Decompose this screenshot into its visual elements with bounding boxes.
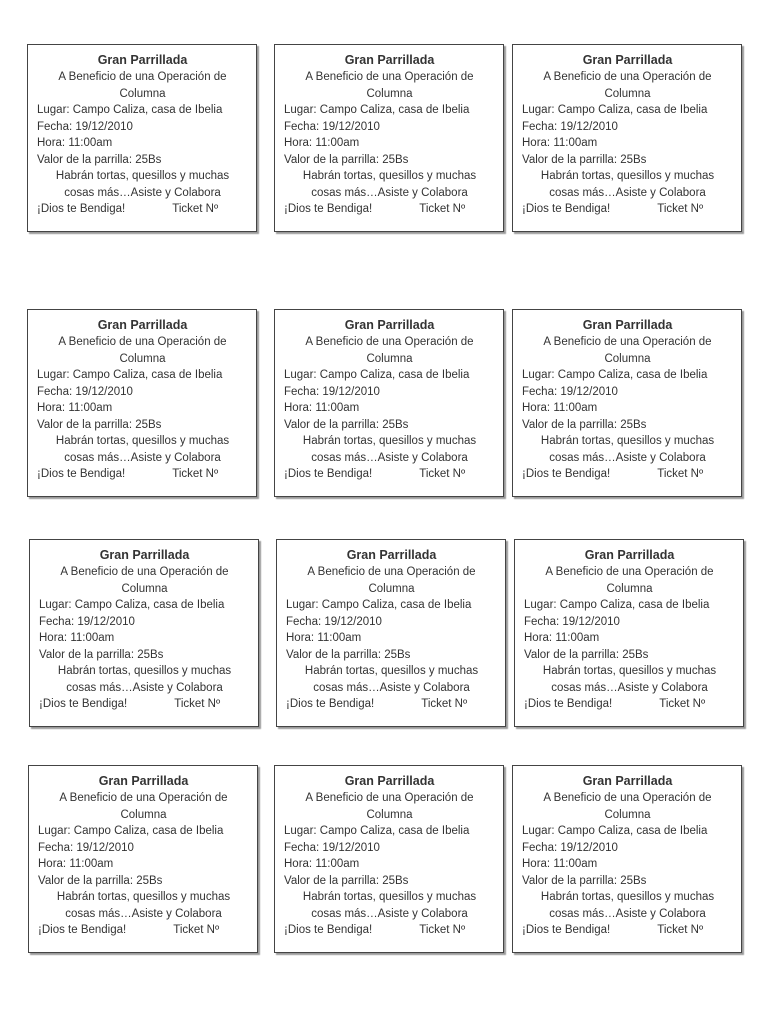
- ticket-place: Lugar: Campo Caliza, casa de Ibelia: [524, 599, 710, 611]
- ticket-place: Lugar: Campo Caliza, casa de Ibelia: [522, 825, 708, 837]
- ticket-promo: Habrán tortas, quesillos y muchas cosas más…Asiste y Colabora: [540, 170, 715, 199]
- ticket-subtitle: A Beneficio de una Operación de Columna: [545, 566, 714, 595]
- ticket-card: [274, 765, 504, 953]
- ticket-promo: Habrán tortas, quesillos y muchas cosas más…Asiste y Colabora: [542, 665, 717, 694]
- ticket-number-label: Ticket Nº: [659, 698, 706, 710]
- ticket-card: [274, 309, 504, 497]
- ticket-footer: [522, 466, 733, 483]
- ticket-promo: Habrán tortas, quesillos y muchas cosas más…Asiste y Colabora: [55, 435, 230, 464]
- ticket-blessing: ¡Dios te Bendiga!: [284, 203, 373, 215]
- ticket-number-label: Ticket Nº: [419, 203, 466, 215]
- ticket-footer: [284, 201, 495, 218]
- ticket-blessing: ¡Dios te Bendiga!: [286, 698, 375, 710]
- ticket-place: Lugar: Campo Caliza, casa de Ibelia: [37, 369, 223, 381]
- ticket-blessing: ¡Dios te Bendiga!: [524, 698, 613, 710]
- ticket-footer: [522, 922, 733, 939]
- ticket-number-label: Ticket Nº: [172, 203, 219, 215]
- ticket-date: Fecha: 19/12/2010: [37, 385, 133, 398]
- ticket-card: [512, 44, 742, 232]
- ticket-subtitle: A Beneficio de una Operación de Columna: [58, 71, 227, 100]
- ticket-subtitle: A Beneficio de una Operación de Columna: [543, 71, 712, 100]
- ticket-card: [512, 765, 742, 953]
- ticket-subtitle: A Beneficio de una Operación de Columna: [307, 566, 476, 595]
- ticket-footer: [37, 466, 248, 483]
- ticket-time: Hora: 11:00am: [522, 402, 598, 414]
- ticket-price: Valor de la parrilla: 25Bs: [284, 153, 409, 166]
- ticket-date: Fecha: 19/12/2010: [284, 385, 380, 398]
- ticket-date: Fecha: 19/12/2010: [524, 615, 620, 628]
- ticket-time: Hora: 11:00am: [286, 632, 362, 644]
- ticket-blessing: ¡Dios te Bendiga!: [38, 924, 127, 936]
- ticket-card: [29, 539, 259, 727]
- ticket-time: Hora: 11:00am: [284, 402, 360, 414]
- ticket-place: Lugar: Campo Caliza, casa de Ibelia: [286, 599, 472, 611]
- ticket-promo: Habrán tortas, quesillos y muchas cosas más…Asiste y Colabora: [57, 665, 232, 694]
- ticket-date: Fecha: 19/12/2010: [522, 120, 618, 133]
- ticket-footer: [524, 696, 735, 713]
- ticket-title: Gran Parrillada: [344, 774, 435, 788]
- ticket-place: Lugar: Campo Caliza, casa de Ibelia: [39, 599, 225, 611]
- ticket-card: [274, 44, 504, 232]
- ticket-promo: Habrán tortas, quesillos y muchas cosas más…Asiste y Colabora: [302, 891, 477, 920]
- ticket-time: Hora: 11:00am: [284, 137, 360, 149]
- ticket-subtitle: A Beneficio de una Operación de Columna: [58, 336, 227, 365]
- ticket-footer: [286, 696, 497, 713]
- ticket-date: Fecha: 19/12/2010: [284, 841, 380, 854]
- ticket-place: Lugar: Campo Caliza, casa de Ibelia: [284, 104, 470, 116]
- ticket-promo: Habrán tortas, quesillos y muchas cosas más…Asiste y Colabora: [302, 435, 477, 464]
- ticket-footer: [37, 201, 248, 218]
- ticket-card: [512, 309, 742, 497]
- ticket-promo: Habrán tortas, quesillos y muchas cosas más…Asiste y Colabora: [540, 891, 715, 920]
- ticket-card: [276, 539, 506, 727]
- ticket-place: Lugar: Campo Caliza, casa de Ibelia: [38, 825, 224, 837]
- ticket-subtitle: A Beneficio de una Operación de Columna: [305, 792, 474, 821]
- ticket-blessing: ¡Dios te Bendiga!: [39, 698, 128, 710]
- ticket-subtitle: A Beneficio de una Operación de Columna: [60, 566, 229, 595]
- ticket-price: Valor de la parrilla: 25Bs: [286, 648, 411, 661]
- ticket-footer: [284, 922, 495, 939]
- ticket-price: Valor de la parrilla: 25Bs: [522, 418, 647, 431]
- ticket-subtitle: A Beneficio de una Operación de Columna: [305, 71, 474, 100]
- ticket-price: Valor de la parrilla: 25Bs: [524, 648, 649, 661]
- ticket-number-label: Ticket Nº: [657, 924, 704, 936]
- ticket-title: Gran Parrillada: [98, 774, 189, 788]
- ticket-number-label: Ticket Nº: [173, 924, 220, 936]
- ticket-date: Fecha: 19/12/2010: [522, 841, 618, 854]
- ticket-price: Valor de la parrilla: 25Bs: [522, 874, 647, 887]
- ticket-date: Fecha: 19/12/2010: [37, 120, 133, 133]
- ticket-title: Gran Parrillada: [582, 774, 673, 788]
- ticket-place: Lugar: Campo Caliza, casa de Ibelia: [37, 104, 223, 116]
- ticket-price: Valor de la parrilla: 25Bs: [522, 153, 647, 166]
- ticket-blessing: ¡Dios te Bendiga!: [522, 924, 611, 936]
- ticket-date: Fecha: 19/12/2010: [522, 385, 618, 398]
- ticket-price: Valor de la parrilla: 25Bs: [38, 874, 163, 887]
- ticket-time: Hora: 11:00am: [284, 858, 360, 870]
- ticket-footer: [39, 696, 250, 713]
- ticket-date: Fecha: 19/12/2010: [284, 120, 380, 133]
- ticket-price: Valor de la parrilla: 25Bs: [284, 874, 409, 887]
- ticket-footer: [522, 201, 733, 218]
- ticket-title: Gran Parrillada: [584, 548, 675, 562]
- ticket-blessing: ¡Dios te Bendiga!: [522, 468, 611, 480]
- ticket-subtitle: A Beneficio de una Operación de Columna: [305, 336, 474, 365]
- ticket-place: Lugar: Campo Caliza, casa de Ibelia: [522, 104, 708, 116]
- ticket-title: Gran Parrillada: [582, 318, 673, 332]
- ticket-place: Lugar: Campo Caliza, casa de Ibelia: [284, 369, 470, 381]
- ticket-number-label: Ticket Nº: [657, 203, 704, 215]
- ticket-date: Fecha: 19/12/2010: [286, 615, 382, 628]
- ticket-number-label: Ticket Nº: [174, 698, 221, 710]
- ticket-title: Gran Parrillada: [582, 53, 673, 67]
- ticket-blessing: ¡Dios te Bendiga!: [37, 203, 126, 215]
- ticket-price: Valor de la parrilla: 25Bs: [37, 418, 162, 431]
- ticket-date: Fecha: 19/12/2010: [38, 841, 134, 854]
- ticket-time: Hora: 11:00am: [37, 402, 113, 414]
- ticket-number-label: Ticket Nº: [657, 468, 704, 480]
- ticket-footer: [284, 466, 495, 483]
- ticket-promo: Habrán tortas, quesillos y muchas cosas más…Asiste y Colabora: [56, 891, 231, 920]
- ticket-time: Hora: 11:00am: [37, 137, 113, 149]
- ticket-title: Gran Parrillada: [344, 53, 435, 67]
- ticket-blessing: ¡Dios te Bendiga!: [522, 203, 611, 215]
- ticket-blessing: ¡Dios te Bendiga!: [284, 468, 373, 480]
- ticket-promo: Habrán tortas, quesillos y muchas cosas más…Asiste y Colabora: [302, 170, 477, 199]
- ticket-title: Gran Parrillada: [97, 53, 188, 67]
- ticket-place: Lugar: Campo Caliza, casa de Ibelia: [284, 825, 470, 837]
- ticket-price: Valor de la parrilla: 25Bs: [284, 418, 409, 431]
- ticket-title: Gran Parrillada: [97, 318, 188, 332]
- ticket-blessing: ¡Dios te Bendiga!: [284, 924, 373, 936]
- ticket-date: Fecha: 19/12/2010: [39, 615, 135, 628]
- ticket-card: [27, 44, 257, 232]
- ticket-card: [28, 765, 258, 953]
- ticket-promo: Habrán tortas, quesillos y muchas cosas más…Asiste y Colabora: [55, 170, 230, 199]
- ticket-promo: Habrán tortas, quesillos y muchas cosas más…Asiste y Colabora: [304, 665, 479, 694]
- ticket-subtitle: A Beneficio de una Operación de Columna: [543, 336, 712, 365]
- ticket-title: Gran Parrillada: [346, 548, 437, 562]
- ticket-subtitle: A Beneficio de una Operación de Columna: [59, 792, 228, 821]
- ticket-promo: Habrán tortas, quesillos y muchas cosas más…Asiste y Colabora: [540, 435, 715, 464]
- ticket-card: [27, 309, 257, 497]
- ticket-footer: [38, 922, 249, 939]
- ticket-price: Valor de la parrilla: 25Bs: [39, 648, 164, 661]
- ticket-price: Valor de la parrilla: 25Bs: [37, 153, 162, 166]
- ticket-blessing: ¡Dios te Bendiga!: [37, 468, 126, 480]
- ticket-card: [514, 539, 744, 727]
- ticket-number-label: Ticket Nº: [419, 924, 466, 936]
- ticket-place: Lugar: Campo Caliza, casa de Ibelia: [522, 369, 708, 381]
- ticket-number-label: Ticket Nº: [172, 468, 219, 480]
- ticket-number-label: Ticket Nº: [421, 698, 468, 710]
- ticket-time: Hora: 11:00am: [522, 858, 598, 870]
- ticket-number-label: Ticket Nº: [419, 468, 466, 480]
- ticket-time: Hora: 11:00am: [38, 858, 114, 870]
- ticket-time: Hora: 11:00am: [524, 632, 600, 644]
- ticket-title: Gran Parrillada: [99, 548, 190, 562]
- ticket-subtitle: A Beneficio de una Operación de Columna: [543, 792, 712, 821]
- ticket-time: Hora: 11:00am: [39, 632, 115, 644]
- ticket-time: Hora: 11:00am: [522, 137, 598, 149]
- ticket-title: Gran Parrillada: [344, 318, 435, 332]
